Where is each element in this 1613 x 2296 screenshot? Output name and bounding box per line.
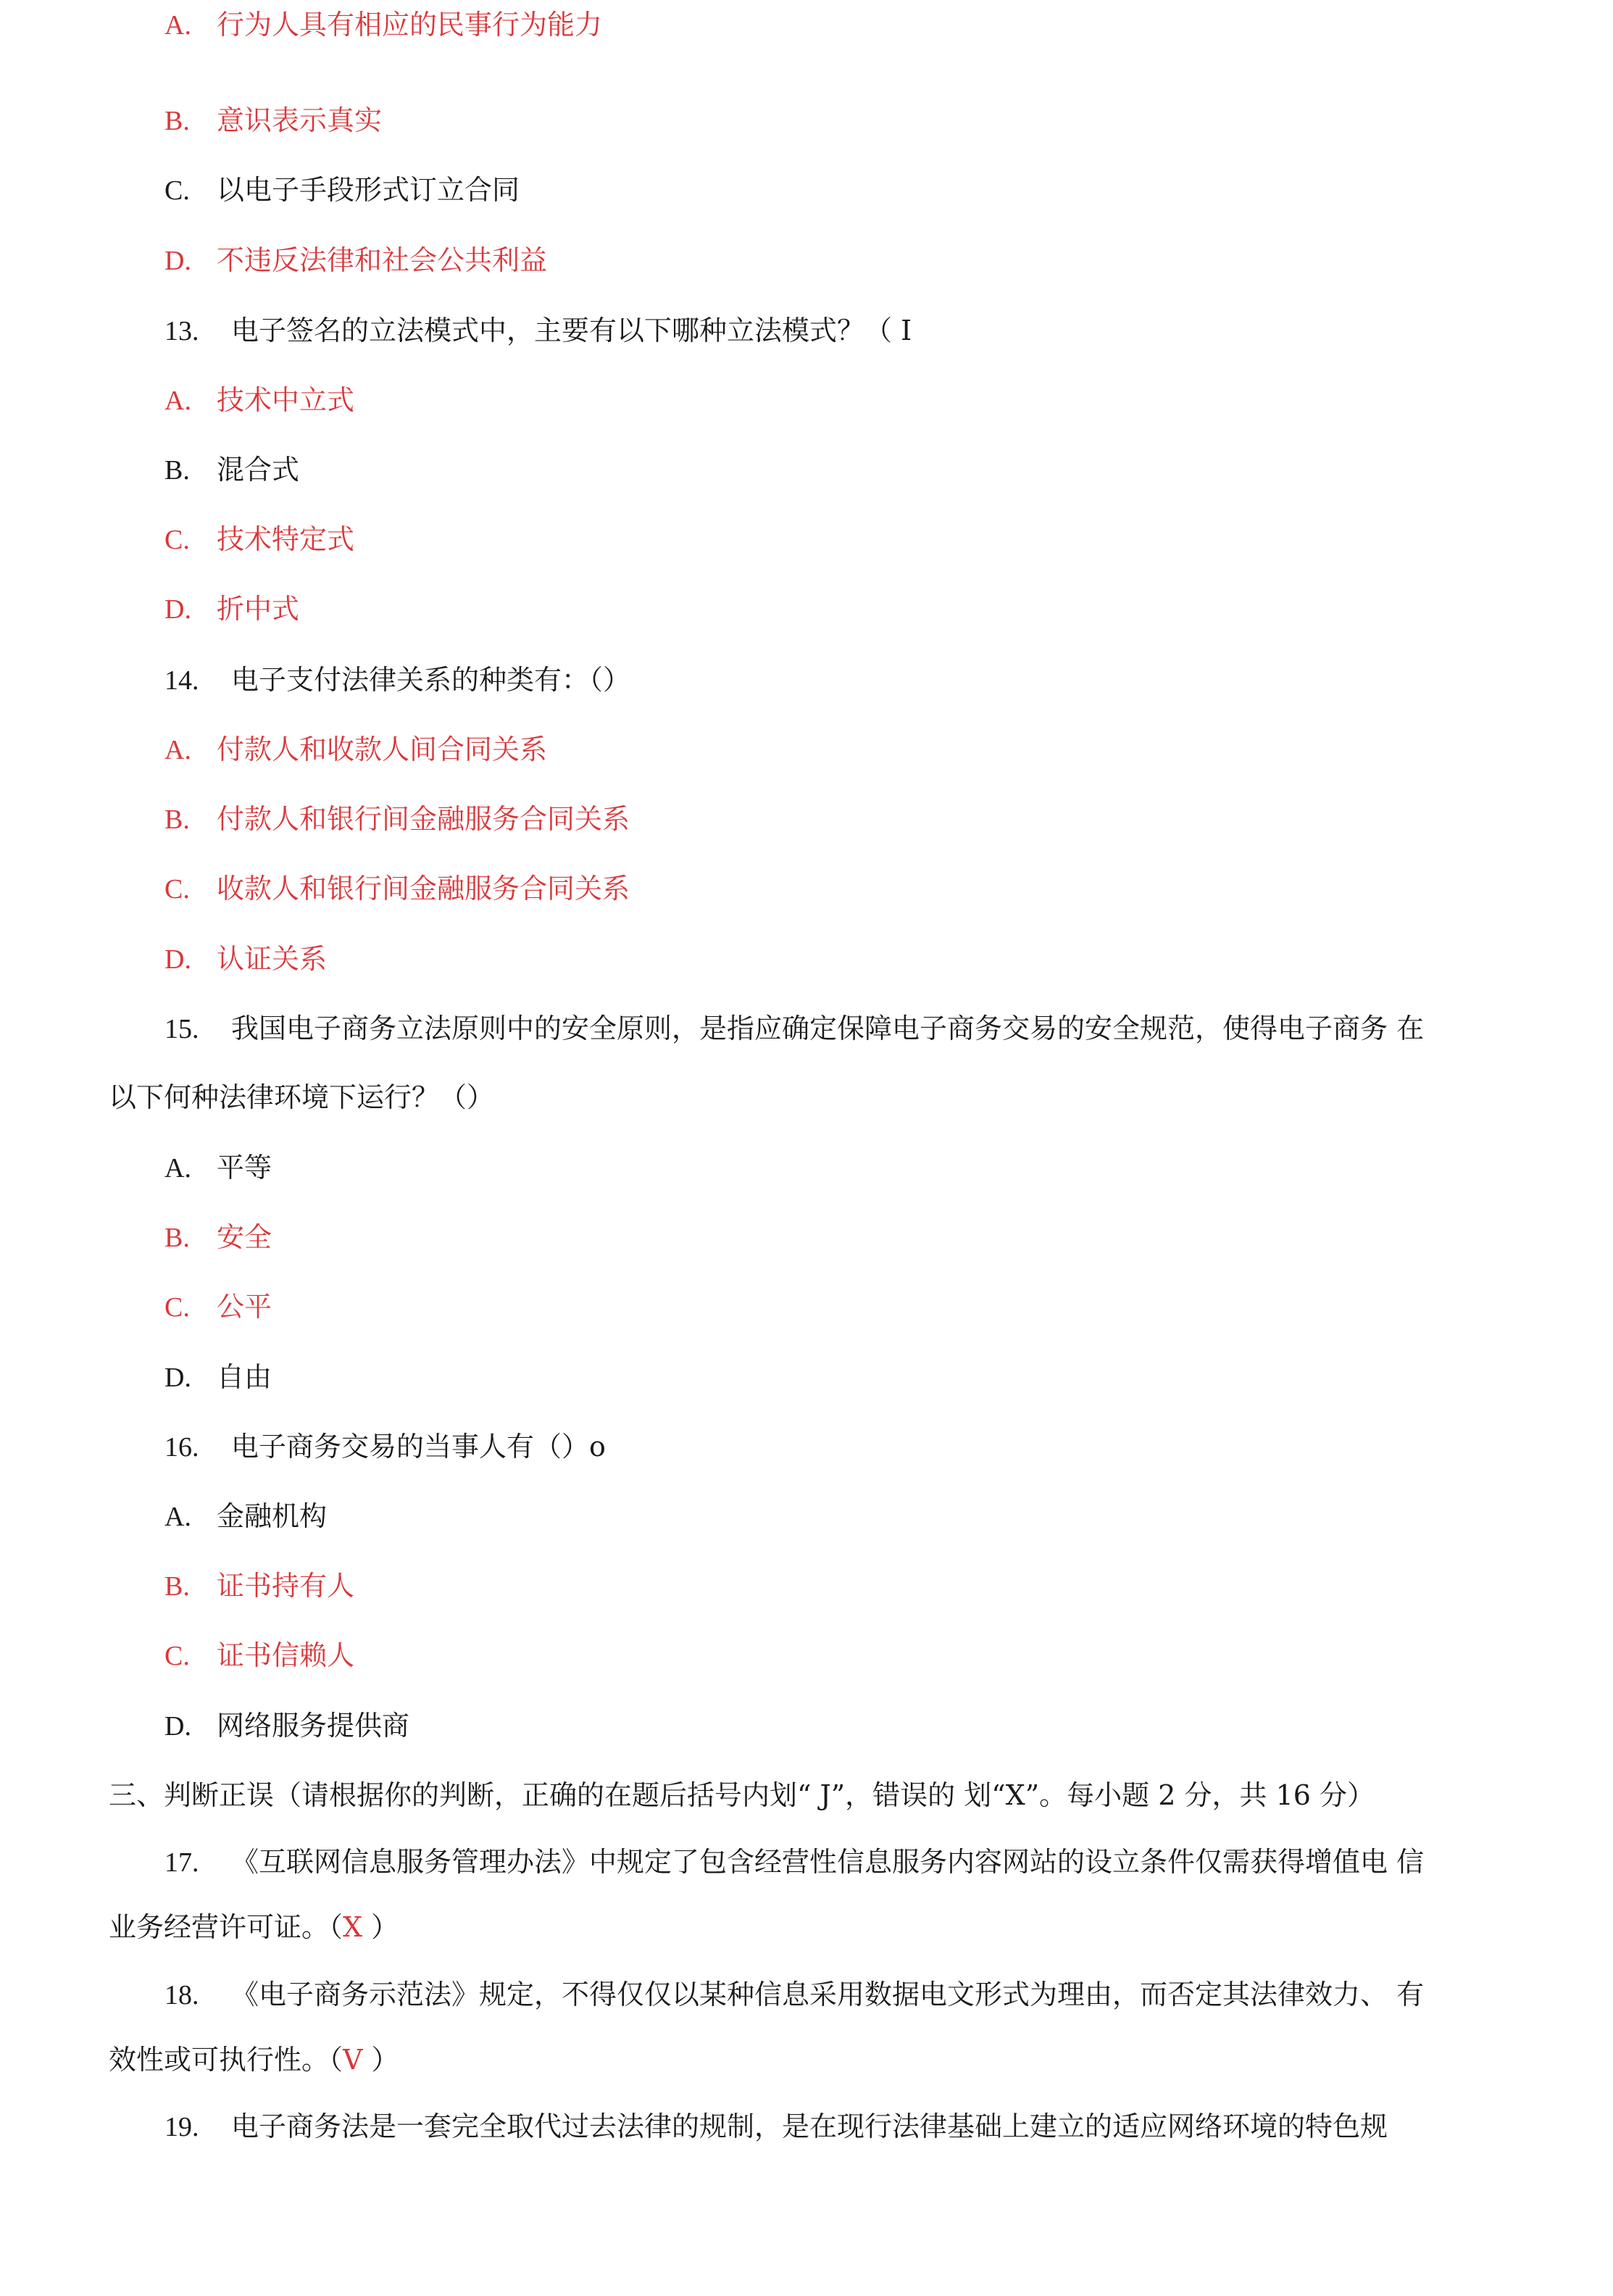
question-number: 13. bbox=[164, 316, 199, 346]
section-heading bbox=[109, 1778, 1375, 1813]
question-line bbox=[164, 662, 630, 698]
option-label: D. bbox=[164, 246, 191, 276]
option-text: 认证关系 bbox=[217, 943, 328, 975]
option-text: 不违反法律和社会公共利益 bbox=[217, 244, 548, 276]
question-number: 14. bbox=[164, 665, 199, 696]
closing-paren: ） bbox=[362, 2044, 399, 2076]
option-line bbox=[164, 103, 382, 138]
question-line bbox=[164, 1844, 1424, 1880]
option-line bbox=[164, 452, 299, 488]
option-label: B. bbox=[164, 804, 190, 835]
option-line bbox=[164, 732, 547, 768]
option-line bbox=[164, 1499, 327, 1534]
option-text: 公平 bbox=[217, 1291, 272, 1323]
option-line bbox=[164, 383, 354, 418]
option-text: 折中式 bbox=[217, 593, 300, 625]
question-text: 电子商务交易的当事人有（）o bbox=[231, 1431, 606, 1463]
question-text: 电子签名的立法模式中，主要有以下哪种立法模式？（ I bbox=[231, 315, 912, 346]
question-number: 19. bbox=[164, 2112, 199, 2142]
option-line bbox=[164, 7, 602, 43]
option-label: B. bbox=[164, 106, 190, 136]
option-label: D. bbox=[164, 944, 191, 975]
continuation-text: 业务经营许可证。（ bbox=[109, 1911, 343, 1943]
option-line bbox=[164, 243, 547, 278]
option-line bbox=[164, 1708, 409, 1744]
question-line bbox=[164, 2109, 1388, 2145]
question-number: 18. bbox=[164, 1980, 199, 2010]
option-text: 混合式 bbox=[217, 454, 300, 486]
question-text: 电子支付法律关系的种类有：（） bbox=[231, 664, 631, 696]
option-line bbox=[164, 1568, 354, 1604]
option-text: 收款人和银行间金融服务合同关系 bbox=[217, 873, 630, 904]
option-line bbox=[164, 802, 630, 837]
option-text: 付款人和银行间金融服务合同关系 bbox=[217, 803, 630, 835]
option-label: B. bbox=[164, 455, 190, 486]
option-text: 自由 bbox=[217, 1361, 272, 1393]
question-number: 15. bbox=[164, 1014, 199, 1044]
continuation-line bbox=[109, 1910, 399, 1944]
continuation-text: 以下何种法律环境下运行？（） bbox=[109, 1081, 495, 1113]
closing-paren: ） bbox=[362, 1911, 399, 1943]
option-line bbox=[164, 1220, 272, 1255]
option-label: A. bbox=[164, 10, 191, 41]
option-label: C. bbox=[164, 175, 190, 206]
continuation-line bbox=[109, 2042, 399, 2077]
option-line bbox=[164, 1150, 272, 1186]
option-text: 网络服务提供商 bbox=[217, 1710, 410, 1742]
question-line bbox=[164, 313, 912, 349]
continuation-text: 效性或可执行性。（ bbox=[109, 2044, 343, 2076]
option-text: 证书信赖人 bbox=[217, 1639, 355, 1671]
question-text: 我国电子商务立法原则中的安全原则，是指应确定保障电子商务交易的安全规范，使得电子商务 在 bbox=[231, 1012, 1425, 1044]
option-line bbox=[164, 1289, 272, 1325]
option-label: C. bbox=[164, 874, 190, 904]
option-label: D. bbox=[164, 1363, 191, 1393]
option-text: 以电子手段形式订立合同 bbox=[217, 174, 520, 206]
question-number: 16. bbox=[164, 1432, 199, 1463]
option-line bbox=[164, 522, 354, 557]
option-line bbox=[164, 1638, 354, 1673]
question-number: 17. bbox=[164, 1847, 199, 1878]
option-text: 付款人和收款人间合同关系 bbox=[217, 733, 548, 765]
option-label: C. bbox=[164, 1641, 190, 1671]
option-label: C. bbox=[164, 1292, 190, 1323]
option-label: A. bbox=[164, 386, 191, 416]
question-text: 电子商务法是一套完全取代过去法律的规制，是在现行法律基础上建立的适应网络环境的特色规 bbox=[231, 2110, 1388, 2142]
answer-mark: V bbox=[343, 2044, 363, 2076]
option-text: 行为人具有相应的民事行为能力 bbox=[217, 9, 603, 41]
option-line bbox=[164, 941, 327, 977]
option-line bbox=[164, 172, 520, 208]
question-line bbox=[164, 1977, 1424, 2013]
option-line bbox=[164, 591, 299, 627]
option-line bbox=[164, 1360, 272, 1395]
option-text: 意识表示真实 bbox=[217, 104, 383, 136]
question-line bbox=[164, 1011, 1424, 1047]
option-label: A. bbox=[164, 1153, 191, 1184]
continuation-line bbox=[109, 1080, 494, 1115]
option-label: D. bbox=[164, 1711, 191, 1742]
option-text: 证书持有人 bbox=[217, 1570, 355, 1602]
option-label: A. bbox=[164, 735, 191, 765]
option-label: A. bbox=[164, 1502, 191, 1532]
answer-mark: X bbox=[343, 1911, 363, 1943]
section-text: 三、判断正误（请根据你的判断，正确的在题后括号内划“ J”，错误的 划“X”。每小题 2 分，共 16 分） bbox=[109, 1779, 1375, 1811]
option-line bbox=[164, 871, 630, 907]
option-label: B. bbox=[164, 1223, 190, 1253]
option-text: 平等 bbox=[217, 1152, 272, 1184]
question-line bbox=[164, 1429, 606, 1465]
option-text: 技术中立式 bbox=[217, 384, 355, 416]
option-text: 金融机构 bbox=[217, 1500, 328, 1532]
option-label: D. bbox=[164, 594, 191, 625]
option-text: 安全 bbox=[217, 1221, 272, 1253]
question-text: 《电子商务示范法》规定，不得仅仅以某种信息采用数据电文形式为理由，而否定其法律效力、 有 bbox=[231, 1979, 1425, 2010]
question-text: 《互联网信息服务管理办法》中规定了包含经营性信息服务内容网站的设立条件仅需获得增值电 信 bbox=[231, 1846, 1425, 1878]
option-label: B. bbox=[164, 1571, 190, 1602]
option-label: C. bbox=[164, 525, 190, 555]
option-text: 技术特定式 bbox=[217, 523, 355, 555]
